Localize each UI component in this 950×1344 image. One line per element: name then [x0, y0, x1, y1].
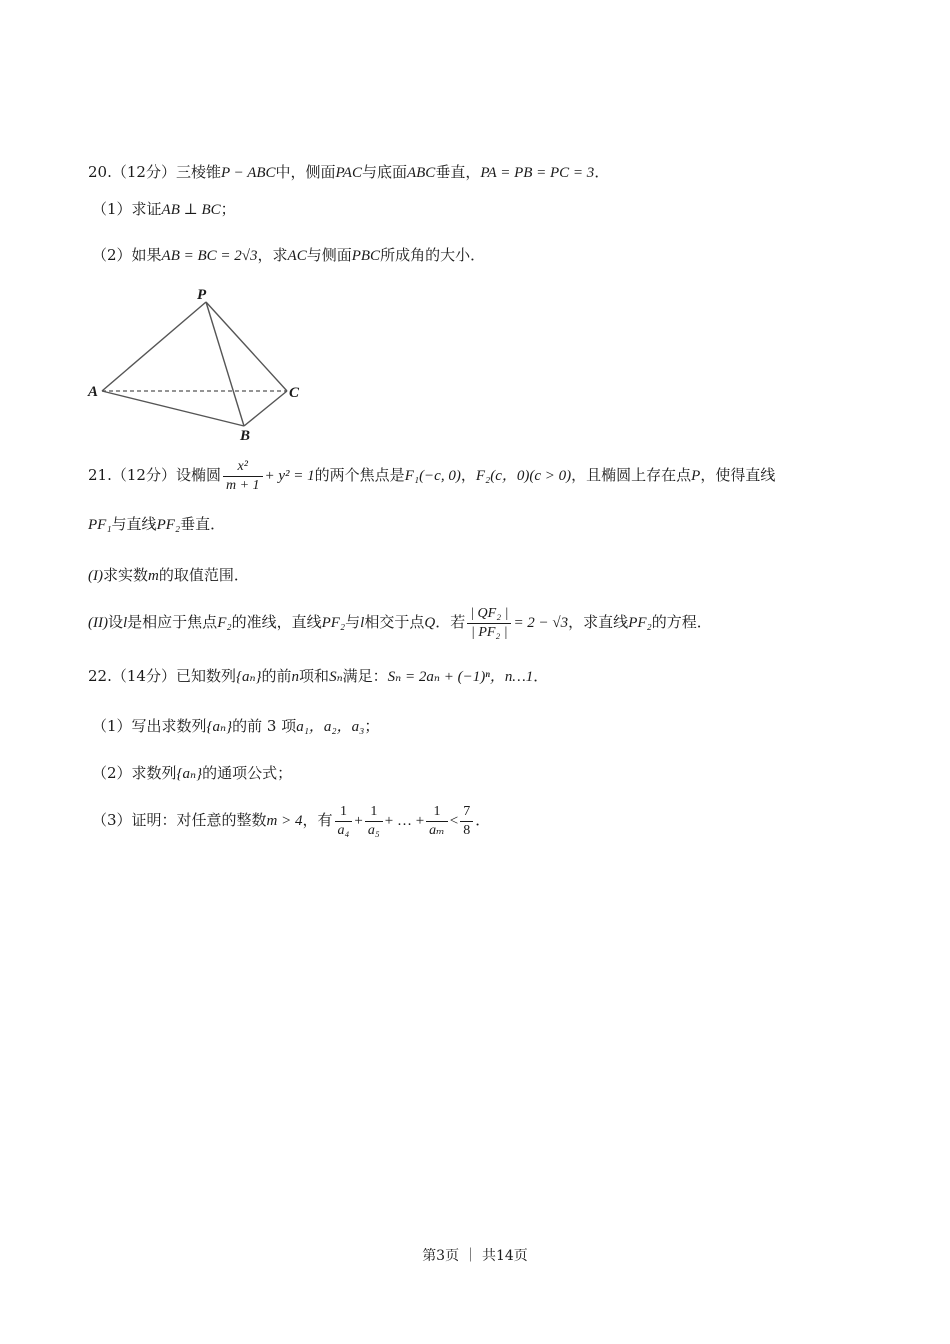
- q21-ii-f: ．若: [435, 613, 466, 631]
- q22-p1-mid: 的前 3 项: [232, 717, 297, 735]
- vertex-b-label: B: [240, 428, 251, 444]
- q21-f1: F₁(−c, 0): [404, 468, 461, 484]
- q22-eq: Sₙ = 2aₙ + (−1)ⁿ，n…1: [387, 669, 534, 685]
- q21-p: P: [691, 468, 701, 484]
- q20-p2-mid: ，求: [257, 246, 288, 264]
- q22-p2-an: {aₙ}: [176, 766, 203, 782]
- q20-p2-mid2: 与侧面: [306, 246, 352, 264]
- q21-ii-e: 相交于点: [364, 613, 425, 631]
- q21-text2: 垂直．: [180, 515, 226, 533]
- q21-part1: [88, 565, 249, 586]
- q22-p3-label: （3）证明：对任意的整数: [92, 811, 267, 829]
- q21-ii-label: (II): [88, 615, 108, 631]
- pyramid-figure: [80, 280, 320, 450]
- q22-n: n: [291, 669, 300, 685]
- q21-end: ，使得直线: [700, 466, 776, 484]
- q21-frac-num: x²: [223, 458, 263, 477]
- q22-p1-an: {aₙ}: [206, 719, 233, 735]
- q20-end: ．: [594, 163, 610, 181]
- q22-p3-m: m > 4: [266, 813, 303, 829]
- q22-dots: + … +: [384, 813, 425, 829]
- vertex-c-label: C: [289, 385, 300, 401]
- q20-p2-pbc: PBC: [351, 248, 381, 264]
- q21-ii-f2: F₂: [217, 615, 232, 631]
- q22-part1: [92, 716, 379, 737]
- q22-frac-a4: [335, 803, 353, 840]
- q21-ii-a: 设: [107, 613, 123, 631]
- q21-part2: [88, 602, 712, 643]
- q20-stem: [88, 162, 609, 183]
- q20-expr: P − ABC: [220, 165, 276, 181]
- q20-p2-end: 所成角的大小．: [380, 246, 486, 264]
- q20-eq: PA = PB = PC = 3: [480, 165, 595, 181]
- q22-frac-den-8: 8: [463, 822, 471, 838]
- q20-pac: PAC: [335, 165, 362, 181]
- q22-p3-mid: ，有: [302, 811, 333, 829]
- q22-head: 22.（14分）已知数列: [88, 667, 236, 685]
- q22-an: {aₙ}: [235, 669, 262, 685]
- q20-part1: [92, 199, 236, 220]
- edge-ab: [102, 391, 244, 426]
- q20-text2: 与底面: [361, 163, 407, 181]
- q22-p2-label: （2）求数列: [92, 764, 177, 782]
- q22-lt: <: [449, 813, 459, 829]
- q20-abc: ABC: [406, 165, 436, 181]
- q20-p2-label: （2）如果: [92, 246, 162, 264]
- q21-i-m: m: [148, 568, 159, 584]
- q22-p3-end: ．: [475, 811, 491, 829]
- q21-fraction: [223, 458, 263, 495]
- q21-i-label: (I): [88, 568, 103, 584]
- q21-line2: [88, 514, 225, 535]
- q20-text: 中，侧面: [275, 163, 336, 181]
- q21-ii-eq: = 2 − √3: [513, 615, 569, 631]
- q21-pf1: PF₁: [88, 517, 112, 533]
- q21-pf2: PF₂: [156, 517, 181, 533]
- vertex-a-label: A: [88, 384, 99, 400]
- edge-bc: [244, 391, 287, 426]
- q20-head: 20.（12分）三棱锥: [88, 163, 221, 181]
- q22-sn: Sₙ: [329, 669, 343, 685]
- q20-p2-ac: AC: [287, 248, 307, 264]
- vertex-p-label: P: [197, 287, 207, 303]
- q21-ii-b: 是相应于焦点: [127, 613, 218, 631]
- q22-stem: [88, 666, 548, 687]
- q22-frac-a4-den: a₄: [337, 822, 350, 838]
- q21-frac-den: m + 1: [225, 477, 260, 493]
- edge-pa: [102, 302, 206, 391]
- q21-f2: F₂(c，0)(c > 0): [475, 468, 572, 484]
- q21-head: 21.（12分）设椭圆: [88, 466, 221, 484]
- q22-frac-a5-den: a₅: [367, 822, 380, 838]
- page-footer: 第3页 ｜ 共14页: [422, 1248, 528, 1264]
- q21-ratio-fraction: [467, 605, 511, 642]
- q21-ii-l: l: [123, 615, 128, 631]
- q20-text3: 垂直，: [435, 163, 481, 181]
- q21-text: 与直线: [111, 515, 157, 533]
- q22-p1-label: （1）写出求数列: [92, 717, 207, 735]
- edge-pc: [206, 302, 287, 391]
- q21-stem: [88, 455, 775, 496]
- q22-part2: [92, 763, 292, 784]
- q20-p1-end: ；: [220, 200, 236, 218]
- q22-mid3: 满足：: [342, 667, 388, 685]
- q22-end: ．: [533, 667, 549, 685]
- q21-ratio-den: | PF₂ |: [470, 624, 508, 640]
- q21-ii-q: Q: [424, 615, 436, 631]
- q22-p1-end: ；: [364, 717, 380, 735]
- q21-mid: 的两个焦点是: [314, 466, 405, 484]
- q22-mid2: 项和: [299, 667, 330, 685]
- q21-ii-c: 的准线，直线: [231, 613, 322, 631]
- q21-ii-pf2b: PF₂: [628, 615, 652, 631]
- q22-frac-am-num: 1: [426, 803, 448, 822]
- q22-mid: 的前: [261, 667, 292, 685]
- q20-part2: [92, 245, 485, 266]
- q21-ii-d: 与: [345, 613, 361, 631]
- q21-ii-h: 的方程．: [651, 613, 712, 631]
- q21-i-text: 求实数: [103, 566, 149, 584]
- q21-mid2: ，且椭圆上存在点: [571, 466, 692, 484]
- q21-i-text2: 的取值范围．: [158, 566, 249, 584]
- q20-p1-expr: AB ⊥ BC: [161, 202, 221, 218]
- q21-comma: ，: [460, 466, 476, 484]
- q20-p2-expr: AB = BC = 2√3: [161, 248, 258, 264]
- q22-frac-num-7: 7: [460, 803, 473, 822]
- q22-frac-a5: [365, 803, 383, 840]
- q22-frac-am: [426, 803, 448, 840]
- q22-frac-a5-num: 1: [365, 803, 383, 822]
- q21-ii-pf2: PF₂: [321, 615, 346, 631]
- q22-frac-7-8: [460, 803, 473, 840]
- q22-frac-a4-num: 1: [335, 803, 353, 822]
- q22-p1-terms: a₁，a₂，a₃: [296, 719, 365, 735]
- edge-pb: [206, 302, 244, 426]
- q22-part3: （3）证明：对任意的整数m > 4，有 $\frac{1}{\text{a₄}}$ + $\frac{1}{\text{a₅}}$ + … + $\frac{1}{\text{aₘ}}$ < $\frac{7}{8}$ ．: [92, 803, 491, 838]
- q21-ratio-num: | QF₂ |: [467, 605, 511, 624]
- q21-eq: + y² = 1: [264, 468, 315, 484]
- q21-ii-l2: l: [360, 615, 365, 631]
- q20-p1-label: （1）求证: [92, 200, 162, 218]
- q22-frac-am-den: aₘ: [429, 822, 445, 838]
- q22-p2-end: 的通项公式；: [202, 764, 293, 782]
- q21-ii-g: ，求直线: [568, 613, 629, 631]
